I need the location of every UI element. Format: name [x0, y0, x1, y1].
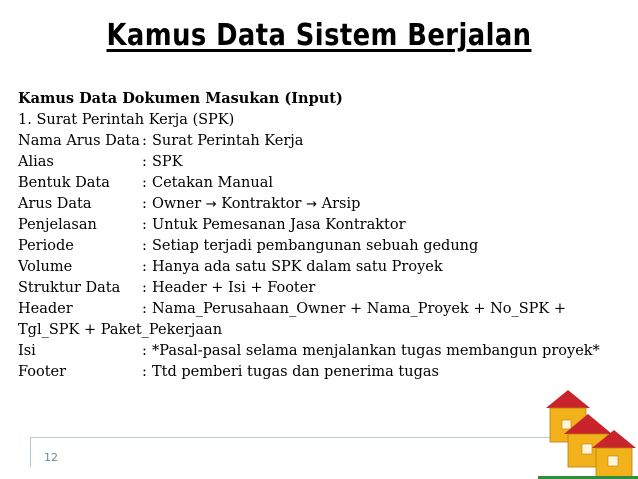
- row-value: Header + Isi + Footer: [152, 280, 316, 297]
- row-separator: :: [142, 363, 147, 380]
- dictionary-row-nama-arus-data: [18, 131, 628, 152]
- row-label: Struktur Data: [18, 280, 121, 297]
- document-subheading: 1. Surat Perintah Kerja (SPK): [18, 111, 235, 128]
- section-heading: Kamus Data Dokumen Masukan (Input): [18, 90, 343, 107]
- dictionary-row-volume: [18, 257, 628, 278]
- dictionary-row-header: [18, 299, 628, 320]
- row-value: Untuk Pemesanan Jasa Kontraktor: [152, 217, 406, 234]
- slide-content: [18, 89, 628, 383]
- row-label: Alias: [18, 153, 54, 170]
- row-label: Footer: [18, 363, 67, 380]
- row-value: Cetakan Manual: [152, 174, 273, 191]
- dictionary-row-arus-data: [18, 194, 628, 216]
- row-separator: :: [142, 195, 147, 212]
- row-value: Ttd pemberi tugas dan penerima tugas: [152, 363, 439, 380]
- flow-target: Arsip: [321, 195, 361, 212]
- row-value: *Pasal-pasal selama menjalankan tugas membangun proyek*: [152, 342, 600, 359]
- row-value: Surat Perintah Kerja: [152, 132, 304, 149]
- arrow-right-icon: →: [306, 196, 317, 212]
- row-separator: :: [142, 217, 147, 234]
- dictionary-row-penjelasan: [18, 215, 628, 236]
- dictionary-row-footer: [18, 362, 628, 383]
- dictionary-row-struktur-data: [18, 278, 628, 299]
- row-separator: :: [142, 132, 147, 149]
- row-label: Isi: [18, 342, 36, 359]
- row-value: Setiap terjadi pembangunan sebuah gedung: [152, 238, 479, 255]
- dictionary-row-alias: [18, 152, 628, 173]
- row-value: [152, 194, 360, 216]
- footer-divider-tick: [30, 437, 31, 467]
- row-value: SPK: [152, 153, 183, 170]
- row-separator: :: [142, 301, 147, 318]
- dictionary-row-isi: [18, 341, 628, 362]
- row-separator: :: [142, 280, 147, 297]
- row-separator: :: [142, 238, 147, 255]
- flow-middle: Kontraktor: [221, 195, 302, 212]
- row-label: Header: [18, 301, 73, 318]
- row-label: Penjelasan: [18, 217, 97, 234]
- flow-source: Owner: [152, 195, 202, 212]
- row-separator: :: [142, 342, 147, 359]
- row-label: Nama Arus Data: [18, 132, 140, 149]
- slide-title: Kamus Data Sistem Berjalan: [106, 18, 532, 53]
- row-separator: :: [142, 174, 147, 191]
- row-value: Hanya ada satu SPK dalam satu Proyek: [152, 259, 443, 276]
- dictionary-row-bentuk-data: [18, 173, 628, 194]
- page-number: 12: [44, 451, 58, 464]
- row-label: Arus Data: [18, 195, 92, 212]
- dictionary-row-periode: [18, 236, 628, 257]
- row-label: Volume: [18, 259, 73, 276]
- row-label: Bentuk Data: [18, 174, 110, 191]
- footer-divider: [30, 437, 570, 438]
- row-label: Periode: [18, 238, 74, 255]
- row-separator: :: [142, 153, 147, 170]
- header-continuation: Tgl_SPK + Paket_Pekerjaan: [18, 321, 223, 338]
- houses-icon: [538, 378, 638, 479]
- row-value: Nama_Perusahaan_Owner + Nama_Proyek + No_SPK +: [152, 301, 567, 318]
- row-separator: :: [142, 259, 147, 276]
- arrow-right-icon: →: [205, 196, 217, 212]
